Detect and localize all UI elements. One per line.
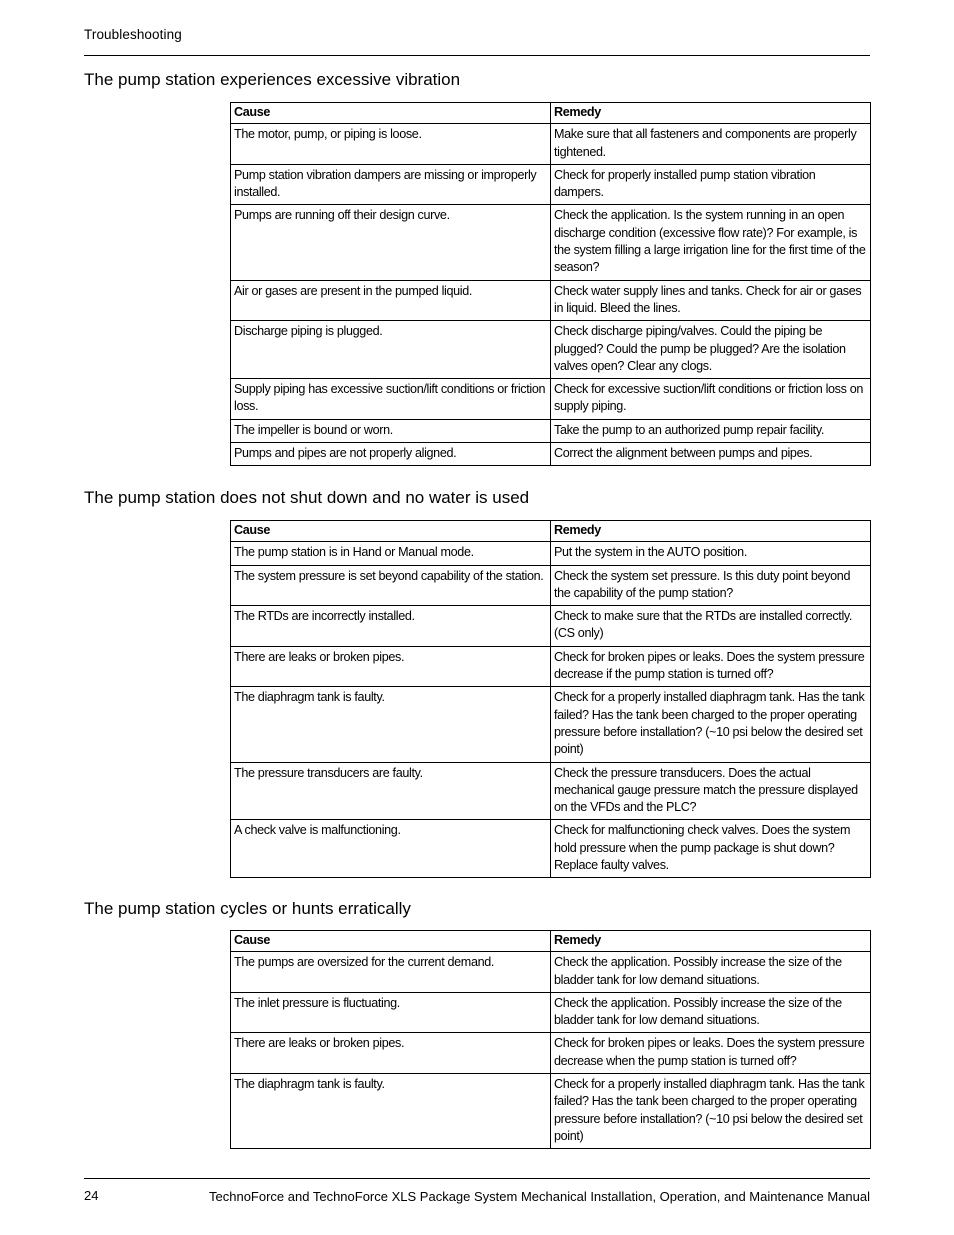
remedy-cell: Check for properly installed pump station vibration dampers.: [551, 164, 871, 205]
cause-cell: The diaphragm tank is faulty.: [231, 1074, 551, 1149]
cause-cell: Pumps and pipes are not properly aligned.: [231, 443, 551, 466]
cause-cell: Air or gases are present in the pumped liquid.: [231, 280, 551, 321]
table-row: [231, 164, 871, 205]
column-header-remedy: Remedy: [551, 521, 871, 542]
troubleshooting-table-vibration: [230, 102, 871, 466]
cause-cell: The diaphragm tank is faulty.: [231, 687, 551, 762]
remedy-cell: Correct the alignment between pumps and pipes.: [551, 443, 871, 466]
remedy-cell: Check the application. Is the system running in an open discharge condition (excessive flow rate)? For example, is the system filling a large irrigation line for the first time of the season?: [551, 205, 871, 280]
remedy-cell: Check for broken pipes or leaks. Does the system pressure decrease if the pump station is turned off?: [551, 646, 871, 687]
cause-cell: There are leaks or broken pipes.: [231, 646, 551, 687]
remedy-cell: Check water supply lines and tanks. Check for air or gases in liquid. Bleed the lines.: [551, 280, 871, 321]
troubleshooting-table-no-shutdown: [230, 520, 871, 878]
header-rule: [84, 55, 870, 56]
remedy-cell: Check for a properly installed diaphragm tank. Has the tank failed? Has the tank been charged to the proper operating pressure before installation? (~10 psi below the desired set point): [551, 1074, 871, 1149]
remedy-cell: Check for broken pipes or leaks. Does the system pressure decrease when the pump station is turned off?: [551, 1033, 871, 1074]
table-row: [231, 646, 871, 687]
table-row: [231, 952, 871, 993]
remedy-cell: Check the application. Possibly increase the size of the bladder tank for low demand situations.: [551, 952, 871, 993]
cause-cell: Supply piping has excessive suction/lift conditions or friction loss.: [231, 379, 551, 420]
table-row: [231, 606, 871, 647]
table-row: [231, 820, 871, 878]
column-header-remedy: Remedy: [551, 931, 871, 952]
table-row: [231, 419, 871, 442]
cause-cell: There are leaks or broken pipes.: [231, 1033, 551, 1074]
table-row: [231, 379, 871, 420]
footer-rule: [84, 1178, 870, 1179]
cause-cell: The motor, pump, or piping is loose.: [231, 124, 551, 165]
cause-cell: Discharge piping is plugged.: [231, 321, 551, 379]
table-row: [231, 205, 871, 280]
table-row: [231, 542, 871, 565]
column-header-remedy: Remedy: [551, 103, 871, 124]
column-header-cause: Cause: [231, 521, 551, 542]
cause-cell: The RTDs are incorrectly installed.: [231, 606, 551, 647]
header-section-label: Troubleshooting: [84, 27, 182, 42]
remedy-cell: Put the system in the AUTO position.: [551, 542, 871, 565]
troubleshooting-table-cycles-erratically: [230, 930, 871, 1149]
footer-page-number: 24: [84, 1188, 99, 1203]
table-row: [231, 1033, 871, 1074]
cause-cell: The pressure transducers are faulty.: [231, 762, 551, 820]
table-row: [231, 124, 871, 165]
remedy-cell: Check to make sure that the RTDs are installed correctly. (CS only): [551, 606, 871, 647]
cause-cell: The impeller is bound or worn.: [231, 419, 551, 442]
table-header-row: [231, 103, 871, 124]
section-title-no-shutdown: The pump station does not shut down and no water is used: [84, 488, 530, 507]
remedy-cell: Check for a properly installed diaphragm tank. Has the tank failed? Has the tank been charged to the proper operating pressure before installation? (~10 psi below the desired set point): [551, 687, 871, 762]
cause-cell: The pump station is in Hand or Manual mode.: [231, 542, 551, 565]
remedy-cell: Check for excessive suction/lift conditions or friction loss on supply piping.: [551, 379, 871, 420]
table-row: [231, 992, 871, 1033]
remedy-cell: Check for malfunctioning check valves. Does the system hold pressure when the pump package is shut down? Replace faulty valves.: [551, 820, 871, 878]
cause-cell: The inlet pressure is fluctuating.: [231, 992, 551, 1033]
cause-cell: Pumps are running off their design curve.: [231, 205, 551, 280]
table-header-row: [231, 931, 871, 952]
remedy-cell: Take the pump to an authorized pump repair facility.: [551, 419, 871, 442]
remedy-cell: Make sure that all fasteners and components are properly tightened.: [551, 124, 871, 165]
table-header-row: [231, 521, 871, 542]
column-header-cause: Cause: [231, 931, 551, 952]
table-row: [231, 565, 871, 606]
remedy-cell: Check discharge piping/valves. Could the piping be plugged? Could the pump be plugged? Are the isolation valves open? Clear any clogs.: [551, 321, 871, 379]
table-row: [231, 443, 871, 466]
table-row: [231, 762, 871, 820]
table-row: [231, 687, 871, 762]
remedy-cell: Check the pressure transducers. Does the actual mechanical gauge pressure match the pressure displayed on the VFDs and the PLC?: [551, 762, 871, 820]
column-header-cause: Cause: [231, 103, 551, 124]
cause-cell: Pump station vibration dampers are missing or improperly installed.: [231, 164, 551, 205]
table-row: [231, 1074, 871, 1149]
remedy-cell: Check the application. Possibly increase the size of the bladder tank for low demand situations.: [551, 992, 871, 1033]
remedy-cell: Check the system set pressure. Is this duty point beyond the capability of the pump station?: [551, 565, 871, 606]
footer-document-title: TechnoForce and TechnoForce XLS Package System Mechanical Installation, Operation, and Maintenance Manual: [209, 1189, 870, 1204]
cause-cell: The system pressure is set beyond capability of the station.: [231, 565, 551, 606]
table-row: [231, 280, 871, 321]
section-title-cycles-erratically: The pump station cycles or hunts erratically: [84, 899, 411, 918]
cause-cell: The pumps are oversized for the current demand.: [231, 952, 551, 993]
cause-cell: A check valve is malfunctioning.: [231, 820, 551, 878]
table-row: [231, 321, 871, 379]
section-title-vibration: The pump station experiences excessive vibration: [84, 70, 461, 89]
